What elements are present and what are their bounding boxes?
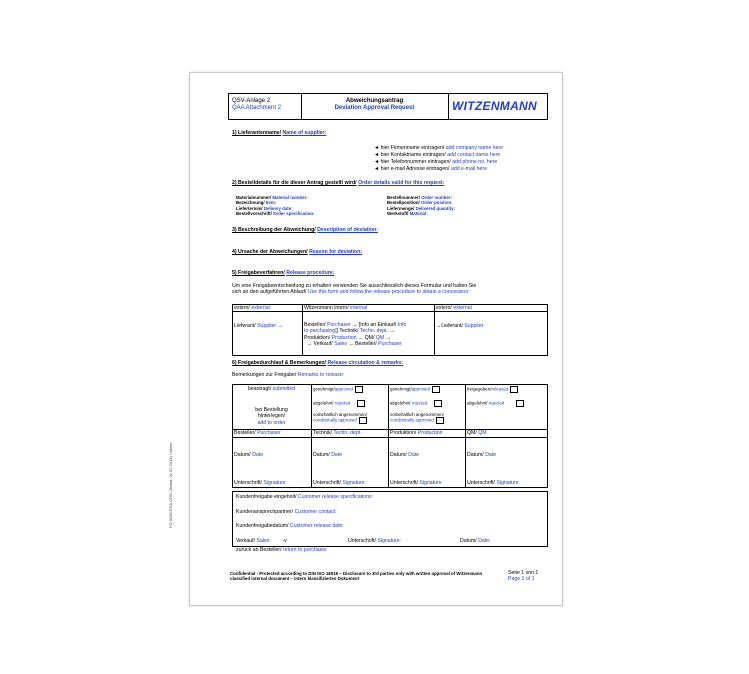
col3-checks <box>390 386 444 424</box>
role-qm: QM/ QM <box>467 430 487 436</box>
supplier-company-line: ◄ hier Firmenname eintragen/ add company name here <box>374 145 504 151</box>
confidential-notice: Confidential - Protected according to DIN ISO 16016 – Disclosure to 3rd parties only with written approval of Witzenmann classified internal document – intern klassifiziertes Dokument <box>230 571 483 582</box>
order-details-left: Materialnummer/ Material number: Bezeichnung/ Item: Liefertermin/ Delivery date: Bestellvorschrift/ Order specification: <box>236 195 315 217</box>
supplier-email-line: ◄ hier e-mail Adresse eintragen/ add e-mail here <box>374 166 487 172</box>
customer-contact-field[interactable]: Kundenansprechpartner/ Customer contact: <box>236 509 337 515</box>
section-2-heading: 2) Bestelldetails für die dieser Antrag gestellt wird/ Order details valid for this request: <box>232 180 445 186</box>
date-field-1[interactable]: Datum/ Date <box>234 452 264 458</box>
sales-signature-field[interactable]: Unterschrift/ Signature: <box>348 538 402 544</box>
approved-check-2[interactable]: genehmigt/approved <box>313 386 367 393</box>
order-details-right: Bestellnummer/ Order number: Bestellposition/ Order position: Liefermenge/ Delivered quantity: Werkstoff/ Material: <box>387 195 456 217</box>
attachment-en: QAA Attachment 2 <box>232 105 282 111</box>
col-external-1: extern/ external <box>234 305 270 311</box>
section-4-heading: 4) Ursache der Abweichungen/ Reason for deviation: <box>232 249 363 255</box>
section-3-heading: 3) Beschreibung der Abweichung/ Description of deviation: <box>232 227 378 233</box>
signature-field-2[interactable]: Unterschrift/ Signature <box>313 480 365 486</box>
document-page <box>168 72 563 606</box>
role-production: Produktion/ Production <box>390 430 443 436</box>
section-5-heading: 5) Freigabeverfahren/ Release procedure: <box>232 270 335 276</box>
conditional-check-2[interactable]: vorbehaltlich angenommen/ conditionally approved <box>313 412 367 424</box>
rejected-check-4[interactable]: abgelehnt/ rejected <box>467 400 524 407</box>
remarks-label: Bemerkungen zur Freigabe/ Remarks to release: <box>232 372 345 378</box>
page-number: Seite 1 von 1 Page 1 of 1 <box>508 570 539 583</box>
form-number-vertical: FO-0050-ESA-0762 (Stand: 01.02.2019) / intern <box>168 442 173 528</box>
col-internal: Witzenmann intern/ internal <box>304 305 368 311</box>
flow-supplier-end: →Lieferant/ Supplier <box>436 323 484 329</box>
released-check[interactable]: freigegeben/released <box>467 386 524 393</box>
sales-date-field[interactable]: Datum/ Date: <box>460 538 491 544</box>
customer-date-field[interactable]: Kundenfreigabedatum/ Customer release date: <box>236 523 344 529</box>
customer-release-label: Kundenfreigabe eingeholt/ Customer release specifications: <box>236 494 373 500</box>
rejected-check-2[interactable]: abgelehnt/ rejected <box>313 400 367 407</box>
submitted-label: beantragt/ submitted <box>247 386 296 392</box>
approved-check-3[interactable]: genehmigt/approved <box>390 386 444 393</box>
witzenmann-logo: WITZENMANN <box>452 99 537 113</box>
role-techn-dept: Technik/ Techn. dept. <box>313 430 362 436</box>
sales-field[interactable]: Verkauf/ Sales: -v <box>236 538 287 544</box>
signature-field-1[interactable]: Unterschrift/ Signature <box>234 480 286 486</box>
release-intro: Um eine Freigabeentscheidung zu erhalten verwenden Sie ausschliesslich dieses Formular und halten Sie sich an den aufgeführten Ablauf/ Use this form and follow the release procedure to obtain a concession: <box>232 283 477 296</box>
conditional-check-3[interactable]: vorbehaltlich angenommen/ conditionally approved <box>390 412 444 424</box>
supplier-phone-line: ◄ hier Telefonnummer eintragen/ add phone no. here <box>374 159 498 165</box>
col-external-2: extern/ external <box>436 305 472 311</box>
flow-internal: Besteller/ Purchaser → [Info an Einkauf/ Info to purchasing]] Technik/ Techn. dept. → Produktion/ Production → QM/ QM → → Verkauf/ Sales → Besteller/ Purchaser <box>304 322 407 348</box>
role-purchaser: Besteller/ Purchaser <box>234 430 281 436</box>
col4-checks <box>467 386 524 407</box>
section-6-heading: 6) Freigabedurchlauf & Bemerkungen/ Release circulation & remarks: <box>232 360 404 366</box>
date-field-3[interactable]: Datum/ Date <box>390 452 420 458</box>
attachment-de: QSV-Anlage 2 <box>232 98 271 104</box>
title-de: Abweichungsantrag <box>345 98 404 104</box>
col2-checks <box>313 386 367 424</box>
supplier-contact-line: ◄ hier Kontaktname eintragen/ add contact name here <box>374 152 501 158</box>
rejected-check-3[interactable]: abgelehnt/ rejected <box>390 400 444 407</box>
date-field-2[interactable]: Datum/ Date <box>313 452 343 458</box>
date-field-4[interactable]: Datum/ Date <box>467 452 497 458</box>
signature-field-3[interactable]: Unterschrift/ Signature <box>390 480 442 486</box>
return-to-purchaser: zurück an Besteller/ return to purchaser <box>236 547 327 553</box>
title-en: Deviation Approval Request <box>334 105 415 111</box>
section-1-heading: 1) Lieferantenname/ Name of supplier: <box>232 130 327 136</box>
add-to-order-label: bei Bestellung hinterlegen/ add to order <box>255 407 288 426</box>
signature-field-4[interactable]: Unterschrift/ Signature <box>467 480 519 486</box>
flow-supplier-start: Lieferant/ Supplier → <box>234 323 283 329</box>
